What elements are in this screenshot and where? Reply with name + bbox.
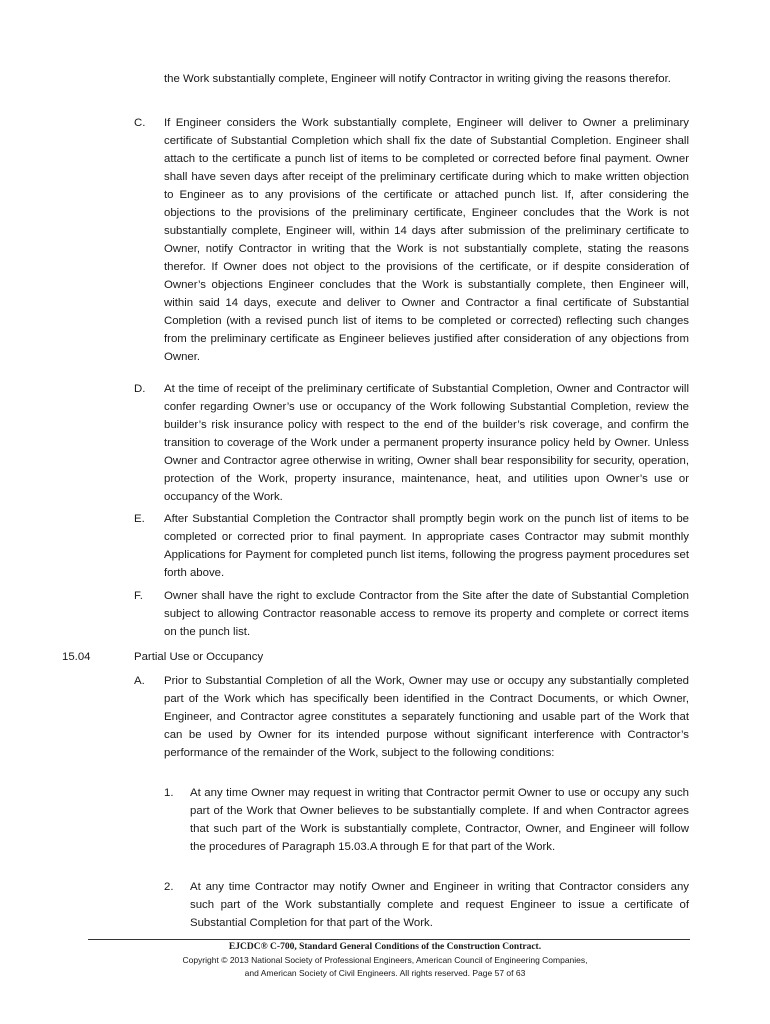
item-text-f: Owner shall have the right to exclude Contractor from the Site after the date of Substantial Completion subject to allowing Contractor reasonable access to remove its property and complete or correct items on the punch list. xyxy=(164,590,689,638)
sub-item-text-1: At any time Owner may request in writing that Contractor permit Owner to use or occupy any such part of the Work that Owner believes to be substantially complete. If and when Contractor agrees that such part of the Work is substantially complete, Contractor, Owner, and Engineer will follow the procedures of Paragraph 15.03.A through E for that part of the Work. xyxy=(190,787,689,853)
footer-copyright-line1: Copyright © 2013 National Society of Professional Engineers, American Council of Engineering Companies, xyxy=(182,955,588,965)
section-title: Partial Use or Occupancy xyxy=(134,651,264,663)
item-label-c: C. xyxy=(134,117,146,129)
footer-title: EJCDC® C-700, Standard General Conditions of the Construction Contract. xyxy=(228,942,542,952)
continuation-paragraph: the Work substantially complete, Engineer will notify Contractor in writing giving the reasons therefor. xyxy=(164,73,671,85)
sub-item-label-1: 1. xyxy=(164,787,174,799)
item-text-d: At the time of receipt of the preliminary certificate of Substantial Completion, Owner and Contractor will confer regarding Owner’s use or occupancy of the Work following Substantial Completion, review the builder’s risk insurance policy with respect to the end of the builder’s risk coverage, and confirm the transition to coverage of the Work under a permanent property insurance policy held by Owner. Unless Owner and Contractor agree otherwise in writing, Owner shall bear responsibility for security, operation, protection of the Work, property insurance, maintenance, heat, and utilities upon Owner’s use or occupancy of the Work. xyxy=(164,383,689,503)
item-label-e: E. xyxy=(134,513,145,525)
footer-copyright-line2: and American Society of Civil Engineers. All rights reserved. Page 57 of 63 xyxy=(244,968,526,978)
item-label-f: F. xyxy=(134,590,143,602)
item-text-c: If Engineer considers the Work substantially complete, Engineer will deliver to Owner a preliminary certificate of Substantial Completion which shall fix the date of Substantial Completion. Engineer shall attach to the certificate a punch list of items to be completed or corrected before final payment. Owner shall have seven days after receipt of the preliminary certificate during which to make written objection to Engineer as to any provisions of the certificate or attached punch list. If, after considering the objections to the provisions of the preliminary certificate, Engineer concludes that the Work is not substantially complete, Engineer will, within 14 days after submission of the preliminary certificate to Owner, notify Contractor in writing that the Work is not substantially complete, stating the reasons therefor. If Owner does not object to the provisions of the certificate, or if despite consideration of Owner’s objections Engineer concludes that the Work is substantially complete, then Engineer will, within said 14 days, execute and deliver to Owner and Contractor a final certificate of Substantial Completion (with a revised punch list of items to be completed or corrected) reflecting such changes from the preliminary certificate as Engineer believes justified after consideration of any objections from Owner. xyxy=(164,117,689,363)
item-label-a: A. xyxy=(134,675,145,687)
sub-item-text-2: At any time Contractor may notify Owner and Engineer in writing that Contractor considers any such part of the Work substantially complete and request Engineer to issue a certificate of Substantial Completion for that part of the Work. xyxy=(190,881,689,929)
item-text-e: After Substantial Completion the Contractor shall promptly begin work on the punch list of items to be completed or corrected prior to final payment. In appropriate cases Contractor may submit monthly Applications for Payment for completed punch list items, following the progress payment procedures set forth above. xyxy=(164,513,689,579)
item-text-a: Prior to Substantial Completion of all the Work, Owner may use or occupy any substantially completed part of the Work which has specifically been identified in the Contract Documents, or which Owner, Engineer, and Contractor agree constitutes a separately functioning and usable part of the Work that can be used by Owner for its intended purpose without significant interference with Contractor’s performance of the remainder of the Work, subject to the following conditions: xyxy=(164,675,689,759)
item-label-d: D. xyxy=(134,383,146,395)
section-number: 15.04 xyxy=(62,651,91,663)
sub-item-label-2: 2. xyxy=(164,881,174,893)
footer-divider xyxy=(88,939,690,940)
